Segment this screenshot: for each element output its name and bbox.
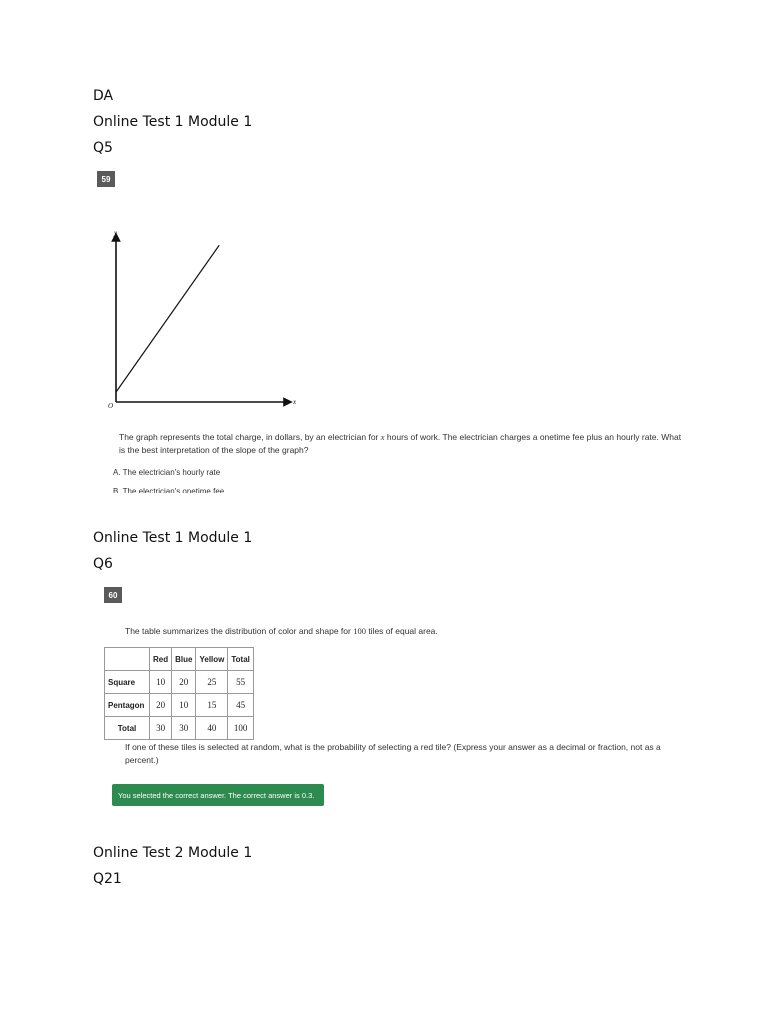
question-60-text: If one of these tiles is selected at random, what is the probability of selecting a red tile? (Express your answer as a decimal or fraction, not as a percent.) <box>125 742 661 765</box>
table-cell: 55 <box>228 671 254 694</box>
choice-a[interactable]: A. The electrician's hourly rate <box>113 468 221 477</box>
choice-b[interactable]: B. The electrician's onetime fee <box>113 488 225 493</box>
author-initials: DA <box>93 88 114 104</box>
section-title-1: Online Test 1 Module 1 <box>93 114 253 130</box>
correct-answer-banner: You selected the correct answer. The correct answer is 0.3. <box>112 784 324 806</box>
question-59-text: The graph represents the total charge, in dollars, by an electrician for x hours of work. The electrician charges a onetime fee plus an hourly rate. What is the best interpretation of the slope of the graph? <box>119 432 682 455</box>
table-cell: 30 <box>150 717 172 740</box>
question-60-intro: The table summarizes the distribution of color and shape for 100 tiles of equal area. <box>125 626 438 636</box>
table-cell: 20 <box>172 671 196 694</box>
table-corner <box>105 648 150 671</box>
section-title-3: Online Test 2 Module 1 <box>93 845 253 861</box>
column-header-blue: Blue <box>172 648 196 671</box>
column-header-yellow: Yellow <box>196 648 228 671</box>
question-badge-60: 60 <box>104 587 122 603</box>
question-number-1: Q5 <box>93 140 113 156</box>
question-number-2: Q6 <box>93 556 113 572</box>
x-axis-label: x <box>293 398 297 406</box>
table-row <box>105 671 254 694</box>
table-row <box>105 717 254 740</box>
table-cell: 10 <box>150 671 172 694</box>
table-cell: 30 <box>172 717 196 740</box>
charge-graph <box>100 225 310 415</box>
charge-line <box>116 245 219 392</box>
row-label: Square <box>105 671 150 694</box>
table-cell: 25 <box>196 671 228 694</box>
table-cell: 45 <box>228 694 254 717</box>
origin-label: O <box>108 402 114 410</box>
table-cell: 15 <box>196 694 228 717</box>
table-cell: 10 <box>172 694 196 717</box>
table-header-row <box>105 648 254 671</box>
row-label: Total <box>105 717 150 740</box>
column-header-total: Total <box>228 648 254 671</box>
column-header-red: Red <box>150 648 172 671</box>
table-cell: 20 <box>150 694 172 717</box>
tile-distribution-table <box>104 647 254 740</box>
section-title-2: Online Test 1 Module 1 <box>93 530 253 546</box>
table-row <box>105 694 254 717</box>
table-cell: 100 <box>228 717 254 740</box>
table-cell: 40 <box>196 717 228 740</box>
question-badge-59: 59 <box>97 171 115 187</box>
y-axis-label: y <box>114 229 118 237</box>
question-number-3: Q21 <box>93 871 122 887</box>
row-label: Pentagon <box>105 694 150 717</box>
